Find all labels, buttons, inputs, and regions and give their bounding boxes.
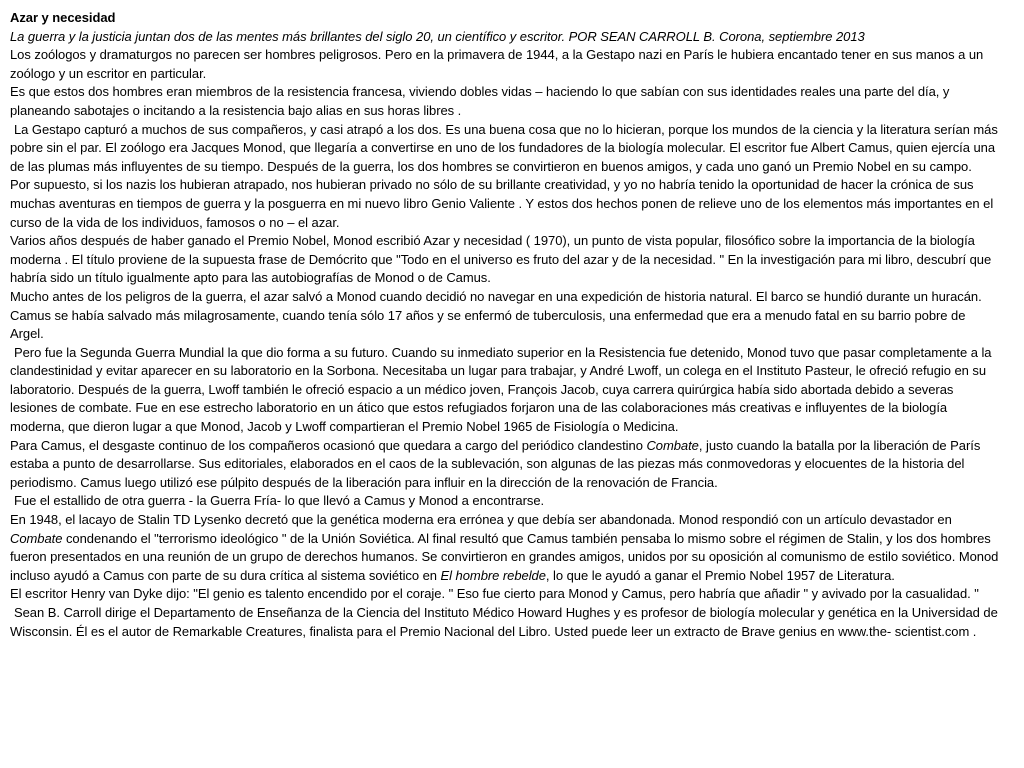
paragraph-8-text-b: , justo cuando la batalla por la liberación de París estaba a punto de desarrollarse. Sus editoriales, elaborados en el caos de la sublevación, son algunas de las piezas más conmovedoras y elocuentes de la historia del periodismo. Camus luego utilizó ese púlpito después de la liberación para influir en la dirección de la renovación de Francia. <box>10 437 981 490</box>
article-title: Azar y necesidad <box>10 10 116 25</box>
paragraph-3: La Gestapo capturó a muchos de sus compañeros, y casi atrapó a los dos. Es una buena cosa que no lo hicieran, porque los mundos de la ciencia y la literatura serían más pobre sin el par. El zoólogo era Jacques Monod, que llegaría a convertirse en uno de los fundadores de la biología molecular. El escritor fue Albert Camus, quien ejercía una de las plumas más influyentes de su tiempo. Después de la guerra, los dos hombres se convirtieron en buenos amigos, y cada uno ganó un Premio Nobel en su campo. <box>10 121 998 174</box>
article <box>10 9 1000 641</box>
paragraph-8 <box>10 437 1000 493</box>
paragraph-4: Por supuesto, si los nazis los hubieran atrapado, nos hubieran privado no sólo de su brillante creatividad, y yo no habría tenido la oportunidad de hacer la crónica de sus muchas aventuras en tiempos de guerra y la posguerra en mi nuevo libro Genio Valiente . Y estos dos hechos ponen de relieve uno de los elementos más importantes en el curso de la vida de los individuos, famosos o no – el azar. <box>10 177 994 230</box>
paragraph-10-text-b: condenando el "terrorismo ideológico " de la Unión Soviética. Al final resultó que Camus también pensaba lo mismo sobre el régimen de Stalin, y los dos hombres fueron presentados en una reunión de un grupo de derechos humanos. Se convirtieron en grandes amigos, unidos por su oposición al comunismo de estilo soviético. Monod incluso ayudó a Camus con parte de su dura crítica al sistema soviético en <box>10 530 999 583</box>
paragraph-1: Los zoólogos y dramaturgos no parecen ser hombres peligrosos. Pero en la primavera de 1944, a la Gestapo nazi en París le hubiera encantado tener en sus manos a un zoólogo y un escritor en particular. <box>10 47 984 81</box>
paragraph-10 <box>10 511 1000 585</box>
paragraph-8-text-a: Para Camus, el desgaste continuo de los compañeros ocasionó que quedara a cargo del periódico clandestino <box>10 437 647 453</box>
paragraph-5: Varios años después de haber ganado el Premio Nobel, Monod escribió Azar y necesidad ( 1970), un punto de vista popular, filosófico sobre la importancia de la biología moderna . El título proviene de la supuesta frase de Demócrito que "Todo en el universo es fruto del azar y de la necesidad. " En la investigación para mi libro, descubrí que habría sido un título igualmente apto para las autobiografías de Monod o de Camus. <box>10 233 992 286</box>
paragraph-12: Sean B. Carroll dirige el Departamento de Enseñanza de la Ciencia del Instituto Médico Howard Hughes y es profesor de biología molecular y genética en la Universidad de Wisconsin. Él es el autor de Remarkable Creatures, finalista para el Premio Nacional del Libro. Usted puede leer un extracto de Brave genius en www.the- scientist.com . <box>10 605 998 639</box>
book-title: El hombre rebelde <box>440 567 546 583</box>
paragraph-10-text-c: , lo que le ayudó a ganar el Premio Nobel 1957 de Literatura. <box>545 567 895 583</box>
paragraph-2: Es que estos dos hombres eran miembros de la resistencia francesa, viviendo dobles vidas – haciendo lo que sabían con sus identidades reales una parte del día, y planeando sabotajes o incitando a la resistencia bajo alias en sus horas libres . <box>10 84 950 118</box>
newspaper-name: Combate <box>646 437 699 453</box>
newspaper-name: Combate <box>10 530 63 546</box>
paragraph-11: El escritor Henry van Dyke dijo: "El genio es talento encendido por el coraje. " Eso fue cierto para Monod y Camus, pero habría que añadir " y avivado por la casualidad. " <box>10 586 979 602</box>
paragraph-7: Pero fue la Segunda Guerra Mundial la que dio forma a su futuro. Cuando su inmediato superior en la Resistencia fue detenido, Monod tuvo que pasar completamente a la clandestinidad y evitar aparecer en su laboratorio en la Sorbona. Necesitaba un lugar para trabajar, y André Lwoff, un colega en el Instituto Pasteur, le ofreció refugio en su laboratorio. Después de la guerra, Lwoff también le ofreció espacio a un médico joven, François Jacob, cuya carrera quirúrgica había sido abortada debido a severas lesiones de combate. Fue en ese estrecho laboratorio en un ático que estos refugiados forjaron una de las colaboraciones más creativas e influyentes de la biología moderna, que dieron lugar a que Monod, Jacob y Lwoff compartieran el Premio Nobel 1965 de Fisiología o Medicina. <box>10 344 992 435</box>
paragraph-10-text-a: En 1948, el lacayo de Stalin TD Lysenko decretó que la genética moderna era errónea y que debía ser abandonada. Monod respondió con un artículo devastador en <box>10 512 952 528</box>
paragraph-9: Fue el estallido de otra guerra - la Guerra Fría- lo que llevó a Camus y Monod a encontrarse. <box>14 493 545 509</box>
paragraph-6: Mucho antes de los peligros de la guerra, el azar salvó a Monod cuando decidió no navegar en una expedición de historia natural. El barco se hundió durante un huracán. Camus se había salvado más milagrosamente, cuando tenía sólo 17 años y se enfermó de tuberculosis, una enfermedad que era a menudo fatal en su barrio pobre de Argel. <box>10 288 982 342</box>
article-subtitle: La guerra y la justicia juntan dos de las mentes más brillantes del siglo 20, un científico y escritor. POR SEAN CARROLL B. Corona, septiembre 2013 <box>10 28 865 44</box>
